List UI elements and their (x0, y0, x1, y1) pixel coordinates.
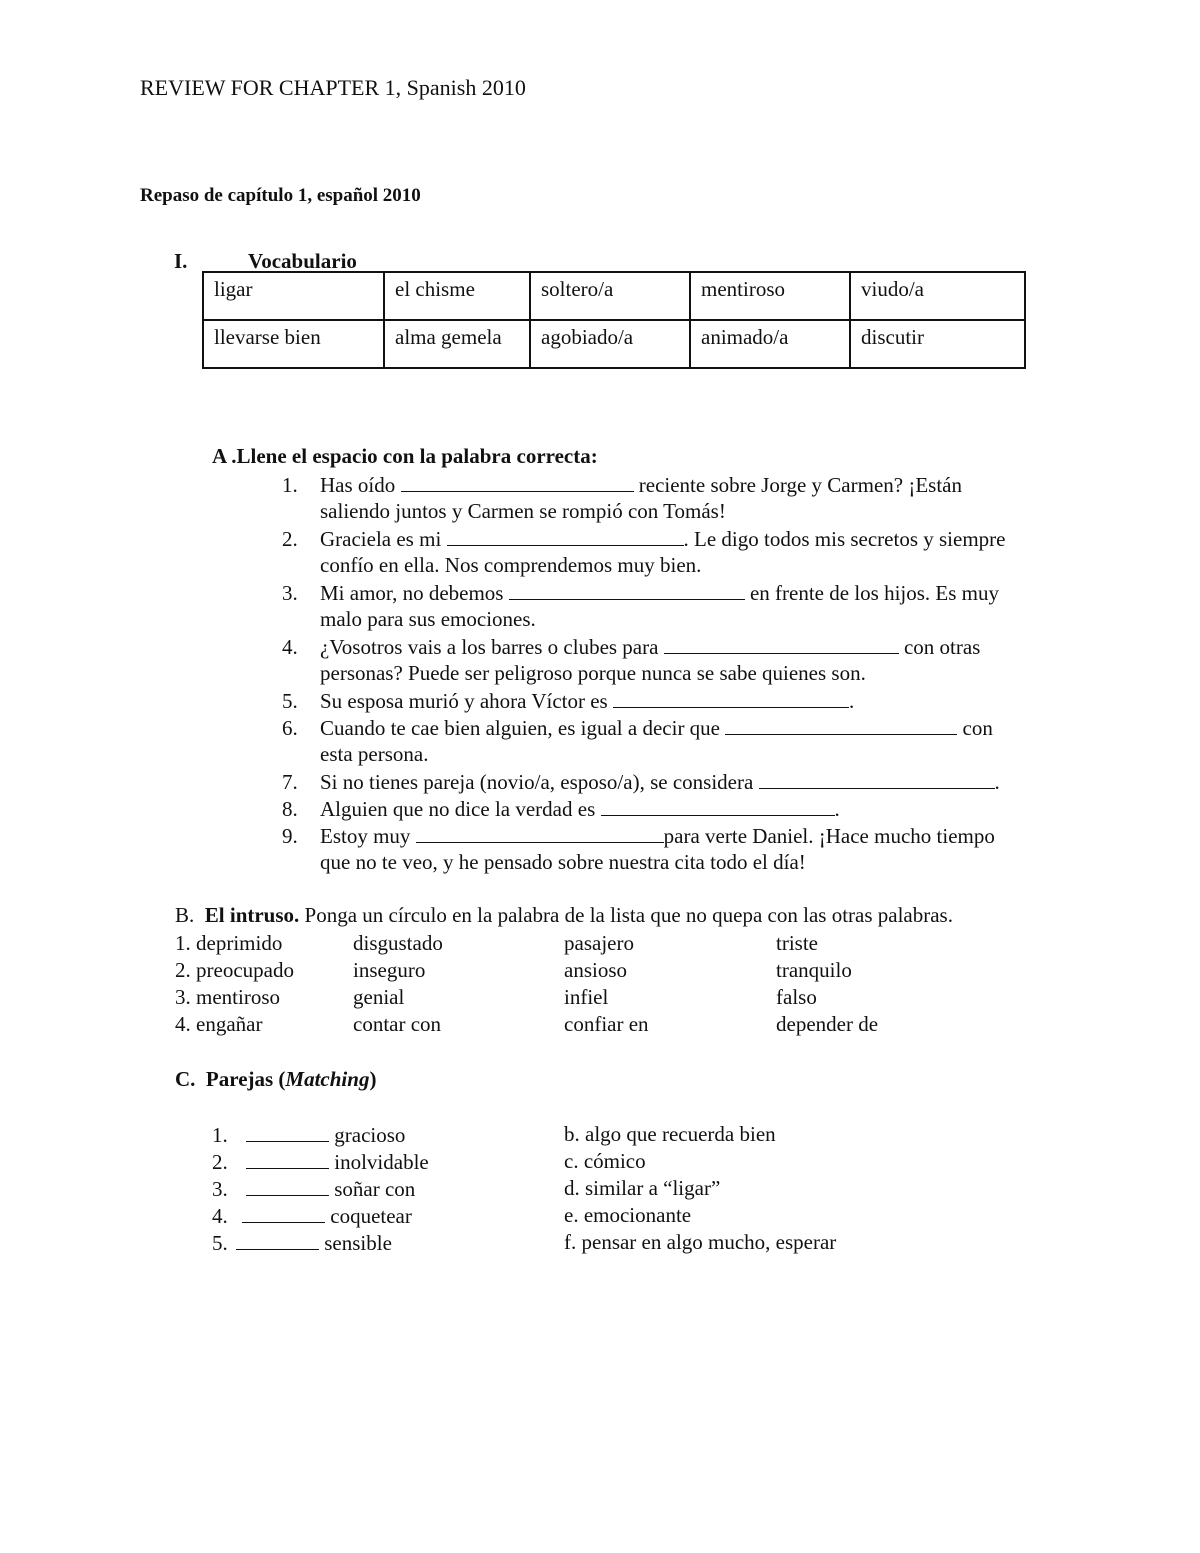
section-a-title: A .Llene el espacio con la palabra correcta: (212, 444, 598, 468)
intruso-word[interactable]: contar con (353, 1012, 442, 1036)
fill-item (282, 525, 1005, 553)
match-blank[interactable] (246, 1148, 329, 1169)
section-i-numeral: I. (174, 249, 188, 273)
intruso-word[interactable]: 1. deprimido (175, 931, 283, 955)
intruso-word[interactable]: inseguro (353, 958, 426, 982)
fill-item (282, 768, 1000, 796)
section-c-heading (175, 1066, 376, 1093)
item-text-after: . Le digo todos mis secretos y siempre (683, 527, 1006, 551)
match-number: 3. (212, 1177, 228, 1201)
match-definition: e. emocionante (564, 1203, 692, 1227)
answer-blank[interactable] (509, 579, 745, 600)
vocabulary-table (202, 271, 1026, 369)
item-text-before: Estoy muy (320, 824, 416, 848)
vocab-cell: discutir (850, 320, 1025, 368)
intruso-word[interactable]: disgustado (353, 931, 443, 955)
intruso-word[interactable]: falso (776, 985, 817, 1009)
match-number: 2. (212, 1150, 228, 1174)
vocab-cell: llevarse bien (203, 320, 384, 368)
vocab-cell: alma gemela (384, 320, 530, 368)
vocab-cell: animado/a (690, 320, 850, 368)
item-number: 1. (282, 473, 298, 497)
match-word: soñar con (329, 1177, 416, 1201)
intruso-word[interactable]: 2. preocupado (175, 958, 294, 982)
item-text-continued: esta persona. (320, 742, 429, 766)
item-number: 9. (282, 824, 298, 848)
intruso-word[interactable]: pasajero (564, 931, 634, 955)
match-blank[interactable] (236, 1229, 319, 1250)
answer-blank[interactable] (759, 768, 995, 789)
section-c-title-end: ) (369, 1067, 377, 1091)
answer-blank[interactable] (401, 471, 634, 492)
intruso-word[interactable]: 3. mentiroso (175, 985, 280, 1009)
item-text-after: con (957, 716, 993, 740)
fill-item (282, 822, 995, 850)
fill-item (282, 579, 999, 607)
match-definition: c. cómico (564, 1149, 646, 1173)
intruso-word[interactable]: tranquilo (776, 958, 852, 982)
item-number: 4. (282, 635, 298, 659)
vocab-row (203, 320, 1025, 368)
item-text-before: Graciela es mi (320, 527, 447, 551)
section-b-letter: B. (175, 903, 195, 927)
match-blank[interactable] (246, 1121, 329, 1142)
answer-blank[interactable] (601, 795, 835, 816)
intruso-word[interactable]: triste (776, 931, 818, 955)
item-text-before: Si no tienes pareja (novio/a, esposo/a), se considera (320, 770, 759, 794)
match-word: gracioso (329, 1123, 406, 1147)
section-b-instructions: Ponga un círculo en la palabra de la lista que no quepa con las otras palabras. (299, 903, 953, 927)
vocab-cell: el chisme (384, 272, 530, 320)
match-definition: b. algo que recuerda bien (564, 1122, 776, 1146)
item-text-before: Mi amor, no debemos (320, 581, 509, 605)
item-text-before: Has oído (320, 473, 401, 497)
intruso-word[interactable]: infiel (564, 985, 609, 1009)
section-c-title: Parejas ( (205, 1067, 286, 1091)
item-text-after: en frente de los hijos. Es muy (744, 581, 1000, 605)
item-number: 5. (282, 689, 298, 713)
item-text-after: para verte Daniel. ¡Hace mucho tiempo (663, 824, 995, 848)
vocab-cell: soltero/a (530, 272, 690, 320)
intruso-word[interactable]: genial (353, 985, 405, 1009)
vocab-cell: ligar (203, 272, 384, 320)
fill-item (282, 633, 980, 661)
vocab-cell: mentiroso (690, 272, 850, 320)
match-word: sensible (319, 1231, 392, 1255)
answer-blank[interactable] (664, 633, 899, 654)
matching-item (212, 1202, 412, 1230)
item-text-before: Cuando te cae bien alguien, es igual a decir que (320, 716, 726, 740)
item-text-continued: confío en ella. Nos comprendemos muy bien. (320, 553, 702, 577)
vocab-cell: agobiado/a (530, 320, 690, 368)
item-text-continued: que no te veo, y he pensado sobre nuestra cita todo el día! (320, 850, 806, 874)
item-text-continued: personas? Puede ser peligroso porque nunca se sabe quienes son. (320, 661, 866, 685)
section-b-heading (175, 902, 953, 929)
match-blank[interactable] (246, 1175, 329, 1196)
fill-item (282, 471, 962, 499)
item-text-after: . (994, 770, 1000, 794)
document-header: REVIEW FOR CHAPTER 1, Spanish 2010 (140, 75, 526, 100)
section-c-title-emphasis: Matching (285, 1067, 370, 1091)
section-b-title: El intruso. (204, 903, 300, 927)
fill-item (282, 687, 854, 715)
matching-item (212, 1121, 405, 1149)
answer-blank[interactable] (416, 822, 664, 843)
item-number: 7. (282, 770, 298, 794)
section-i-title: Vocabulario (248, 249, 357, 273)
match-word: inolvidable (329, 1150, 429, 1174)
intruso-word[interactable]: confiar en (564, 1012, 649, 1036)
item-text-after: . (848, 689, 855, 713)
match-blank[interactable] (242, 1202, 325, 1223)
matching-item (212, 1229, 392, 1257)
item-text-before: Alguien que no dice la verdad es (320, 797, 601, 821)
match-number: 5. (212, 1231, 228, 1255)
document-subtitle: Repaso de capítulo 1, español 2010 (140, 185, 421, 206)
item-text-after: con otras (898, 635, 981, 659)
item-number: 2. (282, 527, 298, 551)
answer-blank[interactable] (613, 687, 849, 708)
answer-blank[interactable] (447, 525, 684, 546)
match-definition: f. pensar en algo mucho, esperar (564, 1230, 837, 1254)
item-text-continued: saliendo juntos y Carmen se rompió con Tomás! (320, 499, 726, 523)
item-text-before: Su esposa murió y ahora Víctor es (320, 689, 613, 713)
fill-item (282, 714, 993, 742)
matching-item (212, 1175, 415, 1203)
match-word: coquetear (325, 1204, 412, 1228)
answer-blank[interactable] (725, 714, 957, 735)
vocab-row (203, 272, 1025, 320)
intruso-word[interactable]: depender de (776, 1012, 879, 1036)
section-c-letter: C. (175, 1067, 196, 1091)
fill-item (282, 795, 840, 823)
matching-item (212, 1148, 429, 1176)
intruso-word[interactable]: 4. engañar (175, 1012, 263, 1036)
item-text-after: reciente sobre Jorge y Carmen? ¡Están (633, 473, 962, 497)
intruso-word[interactable]: ansioso (564, 958, 627, 982)
match-definition: d. similar a “ligar” (564, 1176, 721, 1200)
item-text-continued: malo para sus emociones. (320, 607, 536, 631)
item-text-before: ¿Vosotros vais a los barres o clubes para (320, 635, 664, 659)
vocab-cell: viudo/a (850, 272, 1025, 320)
match-number: 1. (212, 1123, 228, 1147)
item-number: 6. (282, 716, 298, 740)
item-number: 8. (282, 797, 298, 821)
item-number: 3. (282, 581, 298, 605)
match-number: 4. (212, 1204, 228, 1228)
item-text-after: . (834, 797, 840, 821)
